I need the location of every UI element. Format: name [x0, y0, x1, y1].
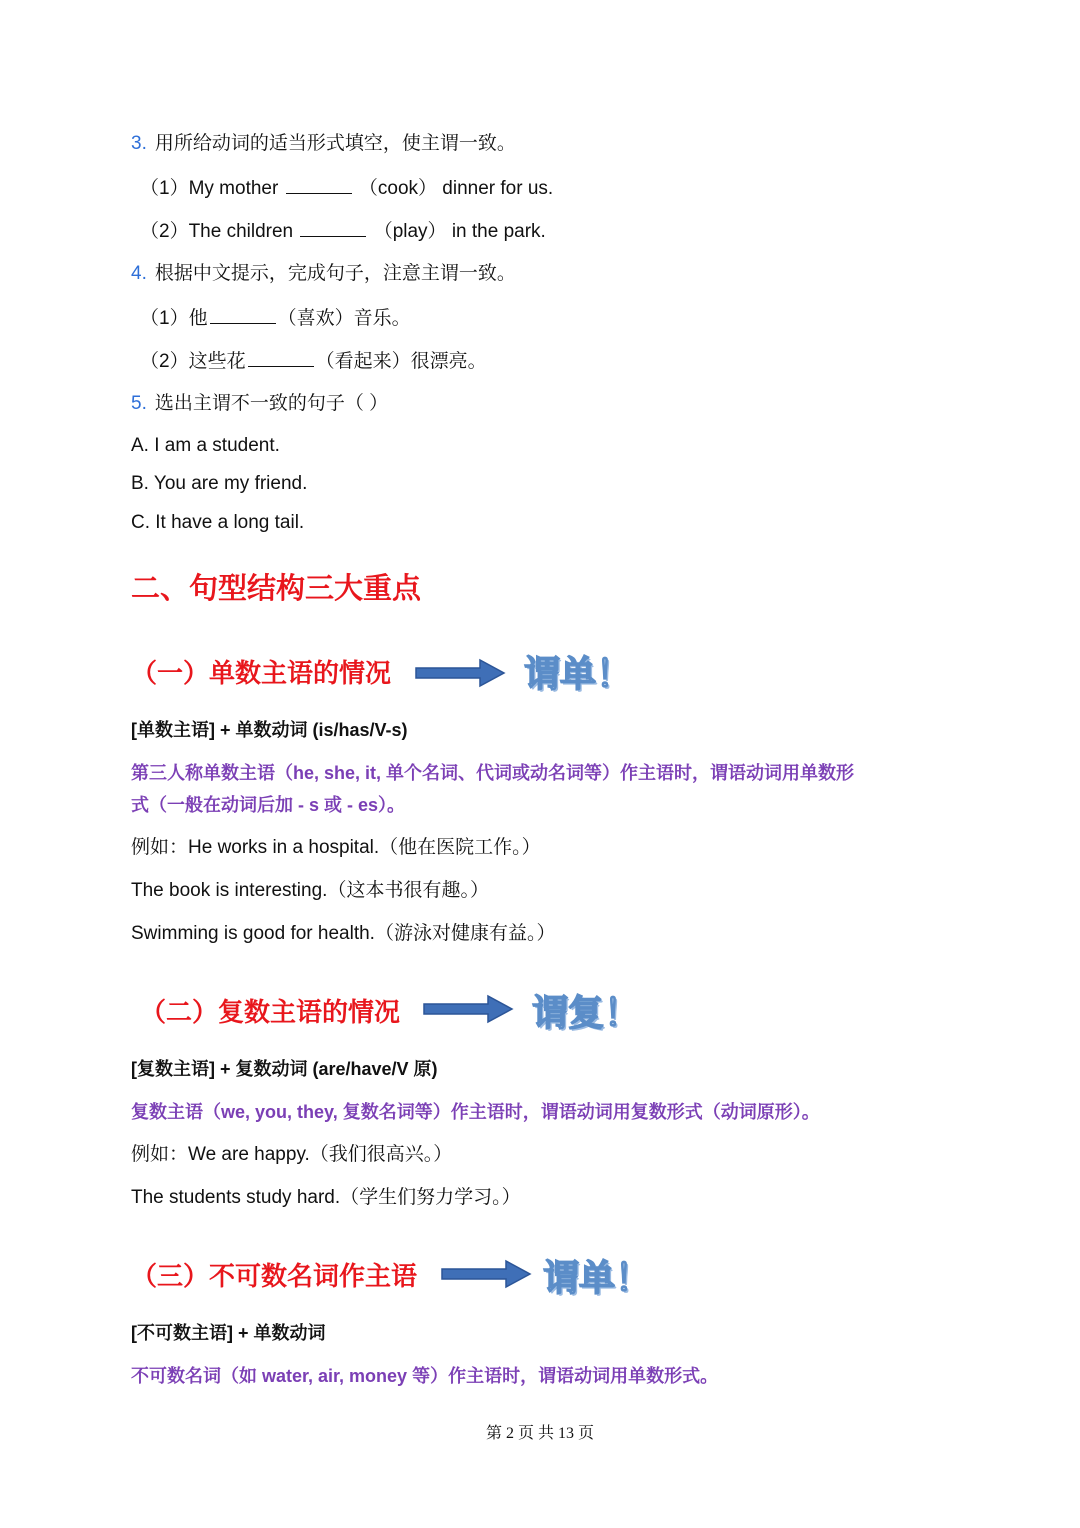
question-4-item-2 [140, 348, 487, 374]
answer-blank[interactable] [286, 175, 352, 194]
question-text: 选出主谓不一致的句子（ ） [154, 393, 389, 414]
rule-description-line-2: 式（一般在动词后加 - s 或 - es）。 [131, 795, 406, 815]
question-text: 根据中文提示，完成句子，注意主谓一致。 [154, 263, 516, 284]
question-3-item-2 [140, 218, 546, 244]
rule-formula: [复数主语] + 复数动词 (are/have/V 原) [131, 1059, 438, 1079]
example-sentence: Swimming is good for health.（游泳对健康有益。） [131, 923, 556, 944]
item-prefix: （2）这些花 [140, 351, 246, 372]
question-3-item-1 [140, 175, 553, 201]
example-sentence: 例如：He works in a hospital.（他在医院工作。） [131, 837, 541, 858]
answer-blank[interactable] [248, 348, 314, 367]
subsection-2-title: （二）复数主语的情况 [140, 998, 401, 1028]
answer-blank[interactable] [300, 218, 366, 237]
rule-description-line-1: 不可数名词（如 water, air, money 等）作主语时，谓语动词用单数形式。 [131, 1366, 719, 1386]
question-4 [131, 262, 516, 286]
verdict-plural: 谓复！ [532, 993, 641, 1034]
subsection-1-title: （一）单数主语的情况 [131, 659, 392, 689]
item-prefix: （2）The children [140, 221, 294, 242]
item-suffix: （play） in the park. [373, 221, 546, 242]
item-prefix: （1）My mother [140, 178, 279, 199]
subsection-3-title: （三）不可数名词作主语 [131, 1262, 418, 1292]
option-c: C. It have a long tail. [131, 512, 305, 533]
question-number: 4. [131, 263, 147, 284]
question-number: 5. [131, 393, 147, 414]
section-title: 二、句型结构三大重点 [131, 571, 422, 605]
option-b: B. You are my friend. [131, 473, 308, 494]
rule-formula: [单数主语] + 单数动词 (is/has/V-s) [131, 720, 408, 740]
item-prefix: （1）他 [140, 308, 208, 329]
question-4-item-1 [140, 305, 411, 331]
rule-description-line-1: 复数主语（we, you, they, 复数名词等）作主语时，谓语动词用复数形式（动词原形）。 [131, 1102, 820, 1122]
rule-description-line-1: 第三人称单数主语（he, she, it, 单个名词、代词或动名词等）作主语时，谓语动词用单数形 [131, 763, 855, 783]
rule-formula: [不可数主语] + 单数动词 [131, 1323, 326, 1343]
option-a: A. I am a student. [131, 435, 280, 456]
verdict-singular: 谓单！ [524, 654, 633, 695]
example-sentence: The book is interesting.（这本书很有趣。） [131, 880, 489, 901]
right-arrow-icon [440, 1259, 532, 1289]
question-number: 3. [131, 133, 147, 154]
page-footer: 第 2 页 共 13 页 [485, 1425, 594, 1442]
example-sentence: 例如：We are happy.（我们很高兴。） [131, 1144, 453, 1165]
right-arrow-icon [414, 658, 506, 688]
verdict-singular: 谓单！ [543, 1258, 652, 1299]
right-arrow-icon [422, 994, 514, 1024]
question-3 [131, 132, 516, 156]
item-suffix: （喜欢）音乐。 [277, 308, 411, 329]
example-sentence: The students study hard.（学生们努力学习。） [131, 1187, 521, 1208]
item-suffix: （cook） dinner for us. [358, 178, 554, 199]
answer-blank[interactable] [210, 305, 276, 324]
question-5 [131, 392, 388, 416]
item-suffix: （看起来）很漂亮。 [315, 351, 487, 372]
question-text: 用所给动词的适当形式填空，使主谓一致。 [154, 133, 516, 154]
